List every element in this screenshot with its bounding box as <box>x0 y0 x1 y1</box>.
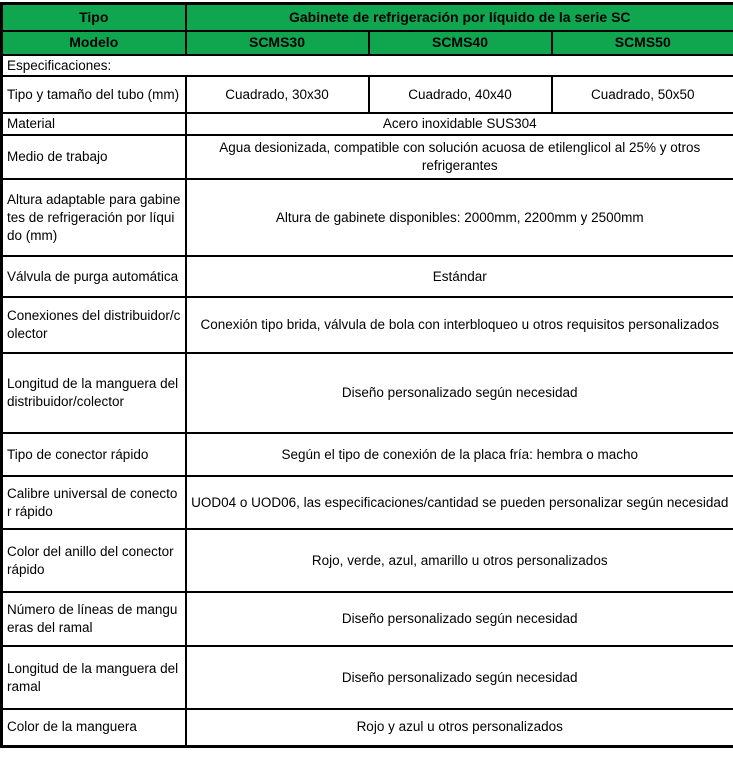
table-row-working-medium <box>2 135 733 179</box>
row-value-scms50: Cuadrado, 50x50 <box>552 76 733 113</box>
table-row-quick-connector-type <box>2 433 733 476</box>
row-label: Color de la manguera <box>2 709 186 746</box>
type-header-label: Tipo <box>2 4 186 31</box>
row-value: Agua desionizada, compatible con solución acuosa de etilenglicol al 25% y otros refrigerantes <box>186 135 733 179</box>
table-row-purge-valve <box>2 256 733 297</box>
header-row-type <box>2 4 733 31</box>
table-row-tube-size <box>2 76 733 113</box>
row-value-scms30: Cuadrado, 30x30 <box>186 76 369 113</box>
model-name-scms30: SCMS30 <box>186 31 369 55</box>
header-row-model <box>2 31 733 55</box>
table-row-branch-hose-lines <box>2 592 733 646</box>
row-label: Color del anillo del conector rápido <box>2 529 186 592</box>
row-label: Material <box>2 113 186 135</box>
row-value: Rojo y azul u otros personalizados <box>186 709 733 746</box>
table-row-quick-connector-gauge <box>2 476 733 529</box>
row-value: Acero inoxidable SUS304 <box>186 113 733 135</box>
row-label: Calibre universal de conector rápido <box>2 476 186 529</box>
row-label: Longitud de la manguera del ramal <box>2 646 186 709</box>
row-label: Válvula de purga automática <box>2 256 186 297</box>
row-label: Medio de trabajo <box>2 135 186 179</box>
row-label: Conexiones del distribuidor/colector <box>2 297 186 353</box>
model-name-scms50: SCMS50 <box>552 31 733 55</box>
table-row-distributor-hose-length <box>2 353 733 433</box>
table-row-distributor-connections <box>2 297 733 353</box>
row-value: Según el tipo de conexión de la placa fría: hembra o macho <box>186 433 733 476</box>
model-header-label: Modelo <box>2 31 186 55</box>
table-row-hose-color <box>2 709 733 746</box>
section-title: Especificaciones: <box>2 55 733 77</box>
row-label: Longitud de la manguera del distribuidor/colector <box>2 353 186 433</box>
row-label: Tipo de conector rápido <box>2 433 186 476</box>
table-row-material <box>2 113 733 135</box>
section-title-row <box>2 55 733 77</box>
row-label: Número de líneas de mangueras del ramal <box>2 592 186 646</box>
series-title: Gabinete de refrigeración por líquido de la serie SC <box>186 4 733 31</box>
table-row-adaptable-height <box>2 179 733 256</box>
row-value: Altura de gabinete disponibles: 2000mm, 2200mm y 2500mm <box>186 179 733 256</box>
row-label: Tipo y tamaño del tubo (mm) <box>2 76 186 113</box>
model-name-scms40: SCMS40 <box>369 31 552 55</box>
row-value: Conexión tipo brida, válvula de bola con interbloqueo u otros requisitos personalizados <box>186 297 733 353</box>
spec-table <box>0 2 733 748</box>
row-value: Diseño personalizado según necesidad <box>186 592 733 646</box>
row-label: Altura adaptable para gabinetes de refrigeración por líquido (mm) <box>2 179 186 256</box>
row-value: Diseño personalizado según necesidad <box>186 646 733 709</box>
row-value: Diseño personalizado según necesidad <box>186 353 733 433</box>
row-value: Estándar <box>186 256 733 297</box>
row-value: UOD04 o UOD06, las especificaciones/cantidad se pueden personalizar según necesidad <box>186 476 733 529</box>
row-value: Rojo, verde, azul, amarillo u otros personalizados <box>186 529 733 592</box>
table-row-branch-hose-length <box>2 646 733 709</box>
row-value-scms40: Cuadrado, 40x40 <box>369 76 552 113</box>
table-row-connector-ring-color <box>2 529 733 592</box>
